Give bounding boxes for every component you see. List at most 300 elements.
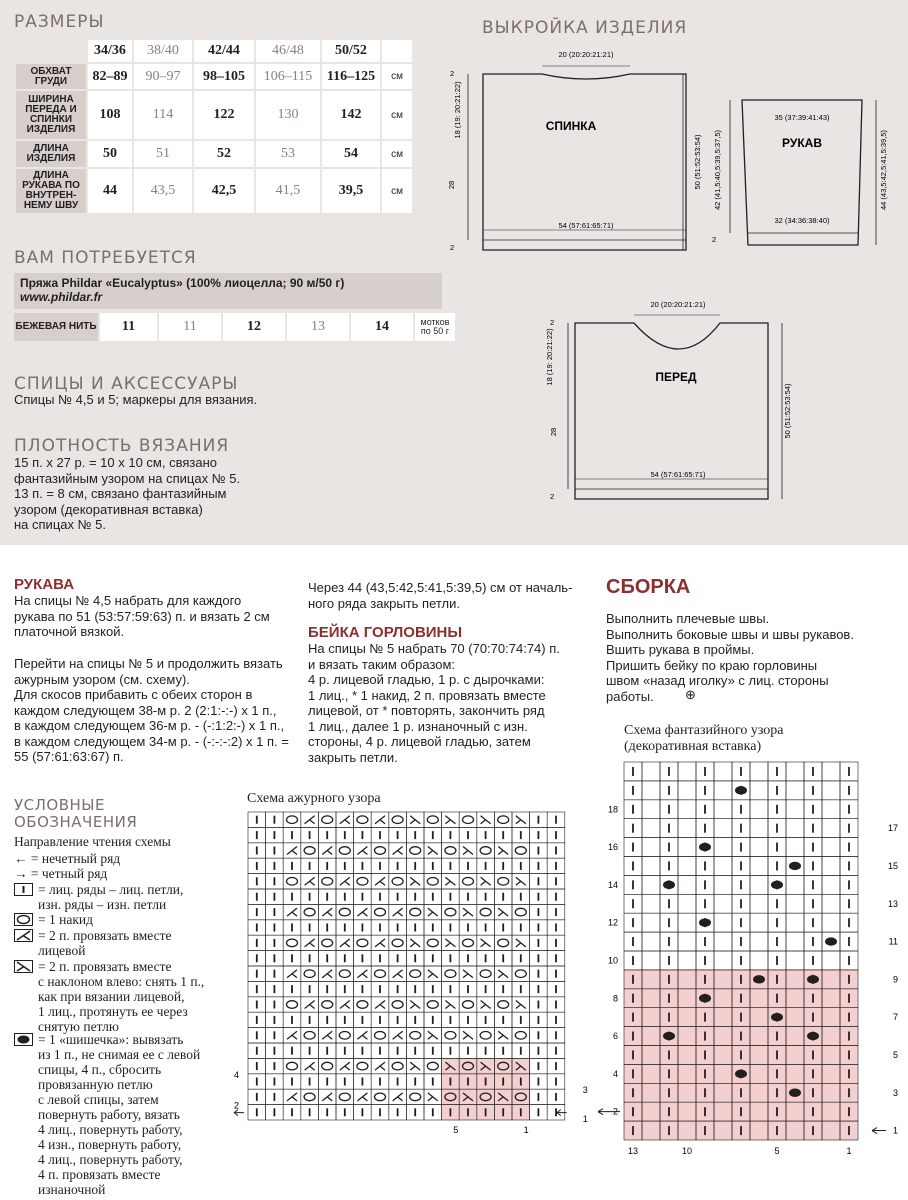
ssk-mark [428,908,438,916]
chart-cell [389,812,407,827]
yarn-over-mark [304,1093,315,1101]
k2tog-mark [340,1062,350,1070]
chart-cell [786,762,804,781]
back-width: 54 (57:61:65:71) [558,221,614,230]
chart-cell [714,819,732,838]
chart-cell [389,1058,407,1073]
front-edge-top: 2 [550,318,555,327]
bobble-mark [789,862,801,870]
arrow-left-icon [872,1128,886,1134]
chart-cell [642,838,660,857]
yarn-over-mark [410,1093,421,1101]
chart-cell [678,819,696,838]
yarn-over-mark [287,878,298,886]
chart-cell [283,874,301,889]
chart-cell [389,874,407,889]
bobble-mark [771,1013,783,1021]
yarn-over-mark [410,908,421,916]
size-value: 44 [88,169,132,213]
size-value: 39,5 [322,169,380,213]
yarn-over-mark [357,939,368,947]
k2tog-mark [357,970,367,978]
yarn-over-mark [339,847,350,855]
ssk-mark [516,816,526,824]
chart-cell [822,857,840,876]
chart-cell [678,875,696,894]
yarn-over-mark [304,970,315,978]
front-armhole: 18 (19: 20:21:22) [545,328,554,386]
k2tog-mark [357,1093,367,1101]
ssk-mark [428,1093,438,1101]
yarn-over-mark [427,816,438,824]
yarn-over-mark [410,1032,421,1040]
row-label-left: 14 [607,879,618,890]
lace-chart-title: Схема ажурного узора [247,791,381,806]
yarn-over-mark [392,939,403,947]
yarn-over-mark [445,908,456,916]
yarn-over-mark [392,1062,403,1070]
col-label: 1 [523,1125,529,1135]
sleeves-p2: Перейти на спицы № 5 и продолжить вязать ажурным узором (см. схему). Для скосов прибавить с обеих сторон в каждом следующем 38-м р. 2 (2:1:-:-) х 1 п., в каждом следующем 36-м р. - (-:1:2:-) х 1 п., в каждом следующем 34-м р. - (-:-:-:2) х 1 п. = 55 (57:61:63:67) п. [14,656,289,764]
size-unit: см [382,169,412,213]
chart-cell [786,781,804,800]
yarn-over-mark [427,939,438,947]
k2tog-mark [305,1062,315,1070]
chart-cell [714,800,732,819]
needles-heading: СПИЦЫ И АКСЕССУАРЫ [14,374,239,394]
size-value: 54 [322,141,380,167]
chart-cell [283,935,301,950]
chart-cell [336,966,354,981]
chart-cell [822,762,840,781]
legend-heading: УСЛОВНЫЕ ОБОЗНАЧЕНИЯ [14,796,138,831]
chart-cell [714,857,732,876]
chart-cell [714,932,732,951]
sleeve-bottom: 32 (34:36:38:40) [774,216,830,225]
k2tog-mark [287,970,297,978]
chart-cell [494,935,512,950]
yarn-over-mark [375,1093,386,1101]
sleeve-top: 35 (37:39:41:43) [774,113,830,122]
yarn-over-icon [14,913,34,927]
yarn-over-mark [304,847,315,855]
back-label: СПИНКА [545,119,597,133]
size-value: 106–115 [256,64,320,89]
assembly-text: Выполнить плечевые швы. Выполнить боковые швы и швы рукавов. Вшить рукава в проймы. Пришить бейку по краю горловины швом «назад иголку» с лиц. стороны работы. [606,611,854,704]
yarn-over-mark [357,878,368,886]
chart-cell [283,812,301,827]
size-value: 98–105 [194,64,254,89]
yarn-over-mark [515,1032,526,1040]
chart-cell [822,894,840,913]
ssk-mark [463,908,473,916]
back-edge-top: 2 [450,69,455,78]
yarn-over-mark [498,939,509,947]
row-label-left: 12 [607,917,618,928]
chart-cell [406,843,424,858]
chart-cell [678,781,696,800]
bobble-mark [807,1032,819,1040]
chart-cell [371,843,389,858]
k2tog-mark [322,1031,332,1039]
sizes-heading: РАЗМЕРЫ [14,12,105,32]
chart-cell [477,1028,495,1043]
bobble-mark [663,1032,675,1040]
gauge-text: 15 п. х 27 р. = 10 х 10 см, связано фантазийным узором на спицах № 5. 13 п. = 8 см, связано фантазийным узором (декоративная вставка) на спицах № 5. [14,455,241,532]
chart-cell [750,894,768,913]
neckband-heading: БЕЙКА ГОРЛОВИНЫ [308,624,463,641]
size-value: 42,5 [194,169,254,213]
chart-cell [283,997,301,1012]
sleeve-schematic [700,90,900,255]
k2tog-mark [375,939,385,947]
size-col-1: 34/36 [88,40,132,62]
legend-knit: = лиц. ряды – лиц. петли, изн. ряды – изн. петли [38,882,184,912]
back-length: 50 (51:52:53:54) [693,134,702,190]
skein-count: 14 [351,313,413,341]
yarn-text: Пряжа Phildar «Eucalyptus» (100% лиоцелла; 90 м/50 г) [20,276,345,290]
k2tog-mark [357,847,367,855]
yarn-over-mark [339,1093,350,1101]
bobble-mark [807,975,819,983]
chart-cell [494,997,512,1012]
size-value: 142 [322,91,380,139]
size-row-label: ДЛИНА ИЗДЕЛИЯ [16,141,86,167]
chart-cell [424,997,442,1012]
sleeves-heading: РУКАВА [14,576,75,593]
yarn-over-mark [339,1032,350,1040]
chart-cell [283,1058,301,1073]
ssk-mark [410,939,420,947]
bobble-mark [699,918,711,926]
chart-cell [822,781,840,800]
chart-cell [678,762,696,781]
yarn-over-mark [445,970,456,978]
yarn-over-mark [287,1062,298,1070]
chart-cell [786,875,804,894]
front-schematic [530,295,800,510]
k2tog-mark [340,816,350,824]
legend-direction: Направление чтения схемы [14,834,171,849]
chart-cell [301,1028,319,1043]
chart-cell [301,966,319,981]
chart-cell [371,966,389,981]
size-value: 114 [134,91,192,139]
row-label-right: 7 [892,1012,898,1023]
chart-cell [389,997,407,1012]
ssk-mark [410,1062,420,1070]
chart-cell [750,857,768,876]
yarn-over-mark [339,908,350,916]
ssk-mark [445,1001,455,1009]
chart-cell [786,932,804,951]
ssk-mark [410,816,420,824]
ssk-mark [428,847,438,855]
size-col-4: 46/48 [256,40,320,62]
chart-cell [354,874,372,889]
k2tog-mark [322,847,332,855]
k2tog-mark [340,939,350,947]
ssk-mark [410,1001,420,1009]
size-col-5: 50/52 [322,40,380,62]
skeins-table [12,311,457,343]
row-label-left: 8 [612,993,618,1004]
row-label-left: 4 [234,1069,240,1080]
row-label-right: 9 [892,974,898,985]
chart-cell [424,1058,442,1073]
k2tog-mark [305,1001,315,1009]
neckband-text: На спицы № 5 набрать 70 (70:70:74:74) п. и вязать таким образом: 4 р. лицевой гладью, 1 р. с дырочками: 1 лиц., * 1 накид, 2 п. провязать вместе лицевой, от * повторять, закончить ряд 1 лиц., далее 1 р. изнаночный с изн. стороны, 4 р. лицевой гладью, затем закрыть петли. [308,641,560,765]
legend-yo: = 1 накид [38,912,93,927]
skein-count: 11 [100,313,157,341]
yarn-over-mark [498,1001,509,1009]
ssk-mark [445,877,455,885]
chart-cell [442,843,460,858]
ssk-mark [516,1001,526,1009]
chart-cell [442,966,460,981]
legend-bobble: = 1 «шишечка»: вывязать из 1 п., не снимая ее с левой спицы, 4 п., сбросить провязанную петлю с левой спицы, затем повернуть работу, вязать 4 лиц., повернуть работу, 4 изн., повернуть работу, 4 лиц., повернуть работу, 4 п. провязать вместе изнаночной [38,1032,201,1197]
k2tog-mark [375,1062,385,1070]
front-width: 54 (57:61:65:71) [650,470,706,479]
chart-cell [822,875,840,894]
lace-chart [226,808,588,1135]
chart-cell [678,913,696,932]
row-label-left: 16 [607,842,618,853]
row-label-right: 3 [582,1085,588,1096]
size-value: 51 [134,141,192,167]
chart-cell [318,1058,336,1073]
sleeves-p3: Через 44 (43,5:42,5:41,5:39,5) см от началь- ного ряда закрыть петли. [308,580,573,611]
row-label-left: 18 [607,804,618,815]
front-edge-bottom: 2 [550,492,555,501]
chart-cell [494,874,512,889]
chart-cell [336,843,354,858]
yarn-over-mark [427,1062,438,1070]
chart-cell [714,838,732,857]
ssk-mark [498,847,508,855]
chart-cell [786,951,804,970]
yarn-over-mark [339,970,350,978]
chart-cell [642,951,660,970]
yarn-over-mark [392,816,403,824]
ssk-mark [481,939,491,947]
yarn-over-mark [392,1001,403,1009]
chart-cell [494,812,512,827]
chart-cell [512,966,530,981]
legend-odd: ← = нечетный ряд [14,851,121,866]
ssk-mark [463,970,473,978]
chart-cell [371,1089,389,1104]
chart-cell [318,874,336,889]
chart-cell [354,935,372,950]
ssk-mark [410,877,420,885]
size-unit: см [382,141,412,167]
chart-cell [822,800,840,819]
yarn-over-mark [463,1001,474,1009]
sleeves-p1: На спицы № 4,5 набрать для каждого рукава по 51 (53:57:59:63) п. и вязать 2 см платочной вязкой. [14,593,270,639]
chart-cell [822,913,840,932]
k2tog-mark [287,1093,297,1101]
chart-cell [642,800,660,819]
chart-cell [678,838,696,857]
chart-cell [642,781,660,800]
bobble-mark [825,937,837,945]
sleeve-right-length: 44 (43,5:42,5:41,5:39,5) [879,129,888,211]
yarn-over-mark [427,1001,438,1009]
chart-cell [642,819,660,838]
k2tog-mark [393,1031,403,1039]
knit-symbol-icon [14,883,34,897]
chart-cell [642,932,660,951]
end-mark-icon: ⊕ [685,687,696,702]
chart-cell [354,812,372,827]
k2tog-mark [305,939,315,947]
fancy-chart [580,758,900,1168]
yarn-over-mark [287,939,298,947]
chart-cell [750,781,768,800]
chart-cell [318,997,336,1012]
pattern-heading: ВЫКРОЙКА ИЗДЕЛИЯ [482,18,688,38]
yarn-over-mark [463,816,474,824]
chart-cell [424,812,442,827]
col-label: 13 [627,1146,639,1156]
ssk-mark [445,939,455,947]
chart-cell [371,904,389,919]
yarn-over-mark [480,970,491,978]
chart-cell [750,819,768,838]
chart-cell [642,857,660,876]
yarn-over-mark [480,847,491,855]
chart-cell [336,1089,354,1104]
chart-cell [301,843,319,858]
col-label: 1 [846,1146,852,1156]
yarn-box [14,273,442,309]
yarn-over-mark [515,847,526,855]
chart-cell [714,951,732,970]
bobble-mark [789,1089,801,1097]
ssk-mark [498,970,508,978]
k2tog-mark [287,908,297,916]
yarn-over-mark [375,908,386,916]
chart-cell [786,894,804,913]
yarn-over-mark [322,1062,333,1070]
chart-cell [750,951,768,970]
ssk-icon [14,960,34,974]
k2tog-mark [375,1001,385,1009]
skein-unit: мотков по 50 г [415,313,455,341]
chart-cell [354,1058,372,1073]
k2tog-mark [305,877,315,885]
row-label-right: 3 [892,1087,898,1098]
size-value: 108 [88,91,132,139]
ssk-mark [463,1031,473,1039]
col-label: 5 [453,1125,459,1135]
chart-cell [406,966,424,981]
bobble-mark [771,881,783,889]
size-value: 130 [256,91,320,139]
chart-cell [714,875,732,894]
ssk-mark [463,847,473,855]
chart-cell [477,904,495,919]
chart-cell [714,781,732,800]
size-value: 82–89 [88,64,132,89]
front-neck-width: 20 (20:20:21:21) [650,300,706,309]
row-label-left: 4 [612,1068,618,1079]
yarn-over-mark [304,1032,315,1040]
row-label-right: 17 [887,823,898,834]
ssk-mark [498,1031,508,1039]
chart-cell [512,1028,530,1043]
yarn-over-mark [498,878,509,886]
chart-cell [301,1089,319,1104]
chart-cell [459,812,477,827]
chart-cell [512,843,530,858]
size-value: 90–97 [134,64,192,89]
chart-cell [642,762,660,781]
chart-cell [301,904,319,919]
chart-cell [786,913,804,932]
back-side: 28 [447,180,456,190]
chart-cell [442,1028,460,1043]
chart-cell [678,894,696,913]
chart-cell [477,966,495,981]
size-value: 43,5 [134,169,192,213]
chart-cell [750,762,768,781]
skein-count: 12 [223,313,285,341]
size-value: 52 [194,141,254,167]
k2tog-mark [340,877,350,885]
yarn-over-mark [480,908,491,916]
yarn-over-mark [322,878,333,886]
chart-cell [336,1028,354,1043]
front-side: 28 [549,427,558,437]
k2tog-mark [393,970,403,978]
yarn-over-mark [322,939,333,947]
row-label-right: 15 [887,860,898,871]
bobble-mark [735,786,747,794]
row-label-right: 13 [887,898,898,909]
chart-cell [406,1028,424,1043]
row-label-left: 2 [612,1106,618,1117]
chart-cell [318,812,336,827]
ssk-mark [498,908,508,916]
yarn-over-mark [463,878,474,886]
chart-cell [822,951,840,970]
k2tog-mark [305,816,315,824]
chart-cell [459,935,477,950]
yarn-over-mark [463,939,474,947]
k2tog-mark [357,908,367,916]
arrow-right-icon: → [14,866,28,881]
front-length: 50 (51:52:53:54) [783,383,792,439]
k2tog-mark [340,1001,350,1009]
k2tog-icon [14,929,34,943]
ssk-mark [428,970,438,978]
size-value: 53 [256,141,320,167]
size-value: 50 [88,141,132,167]
front-label: ПЕРЕД [655,370,697,384]
legend-even: → = четный ряд [14,866,108,881]
legend-ssk: = 2 п. провязать вместе с наклоном влево: снять 1 п., как при вязании лицевой, 1 лиц., протянуть ее через снятую петлю [38,959,205,1034]
chart-cell [642,913,660,932]
arrow-left-icon: ← [14,851,28,866]
ssk-mark [481,877,491,885]
yarn-over-mark [322,1001,333,1009]
gauge-heading: ПЛОТНОСТЬ ВЯЗАНИЯ [14,436,230,456]
yarn-over-mark [445,1032,456,1040]
yarn-over-mark [357,1062,368,1070]
chart-cell [714,762,732,781]
